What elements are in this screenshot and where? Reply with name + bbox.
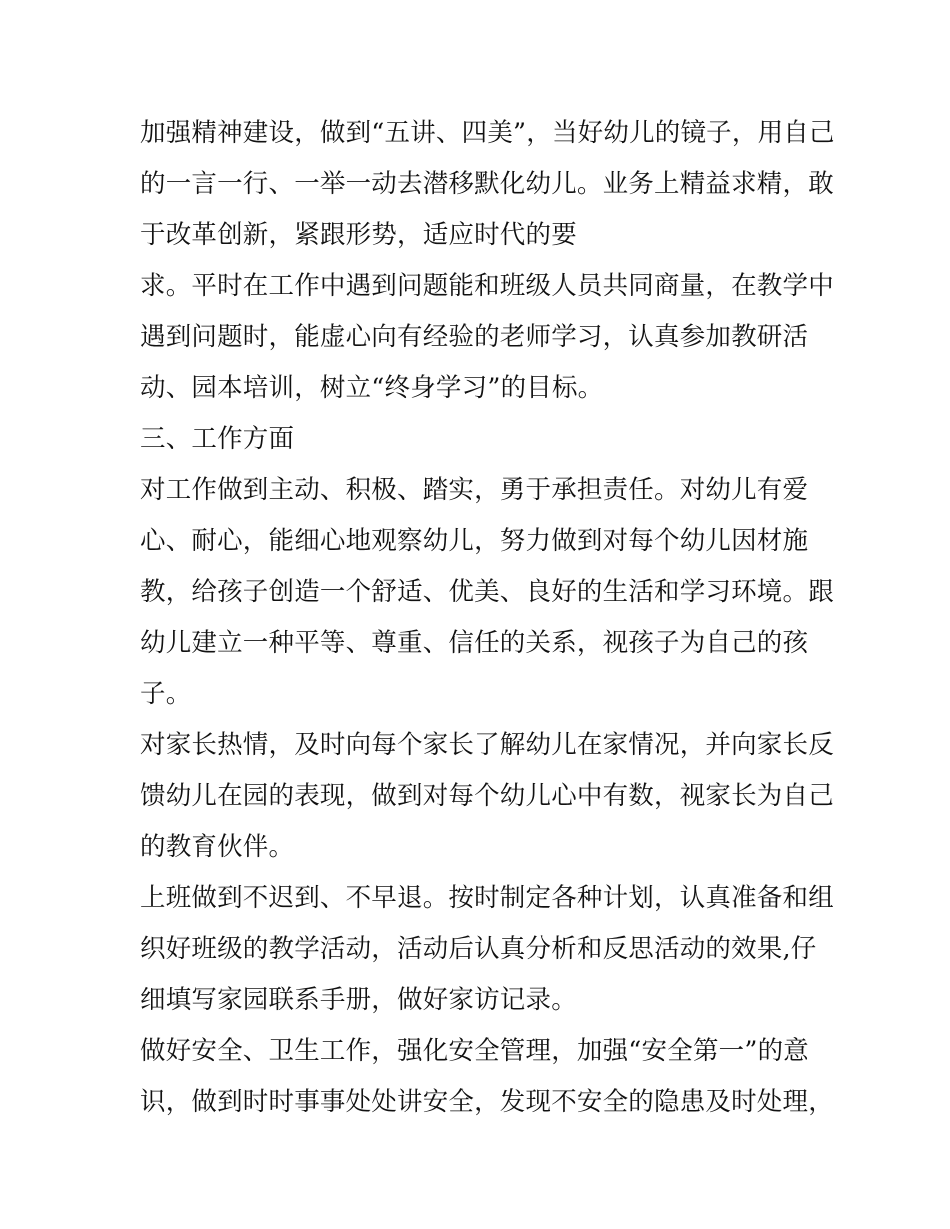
text-line: 对家长热情，及时向每个家长了解幼儿在家情况，并向家长反	[140, 730, 834, 760]
text-line: 幼儿建立一种平等、尊重、信任的关系，视孩子为自己的孩	[140, 628, 809, 658]
text-line: 子。	[140, 679, 192, 709]
section-heading: 三、工作方面	[140, 424, 295, 454]
text-line: 的教育伙伴。	[140, 832, 295, 862]
text-line: 教，给孩子创造一个舒适、优美、良好的生活和学习环境。跟	[140, 577, 834, 607]
text-line: 对工作做到主动、积极、踏实，勇于承担责任。对幼儿有爱	[140, 475, 809, 505]
text-line: 做好安全、卫生工作，强化安全管理，加强“安全第一”的意	[140, 1036, 809, 1066]
text-line: 识，做到时时事事处处讲安全，发现不安全的隐患及时处理，	[140, 1087, 834, 1117]
text-line: 馈幼儿在园的表现，做到对每个幼儿心中有数，视家长为自己	[140, 781, 834, 811]
text-line: 求。平时在工作中遇到问题能和班级人员共同商量，在教学中	[140, 271, 834, 301]
text-line: 于改革创新，紧跟形势，适应时代的要	[140, 220, 577, 250]
text-line: 织好班级的教学活动，活动后认真分析和反思活动的效果,仔	[140, 934, 817, 964]
text-line: 细填写家园联系手册，做好家访记录。	[140, 985, 577, 1015]
text-line: 上班做到不迟到、不早退。按时制定各种计划，认真准备和组	[140, 883, 834, 913]
text-line: 加强精神建设，做到“五讲、四美”，当好幼儿的镜子，用自己	[140, 118, 835, 148]
text-line: 的一言一行、一举一动去潜移默化幼儿。业务上精益求精，敢	[140, 169, 834, 199]
document-body	[140, 108, 835, 1128]
text-line: 心、耐心，能细心地观察幼儿，努力做到对每个幼儿因材施	[140, 526, 809, 556]
text-line: 遇到问题时，能虚心向有经验的老师学习，认真参加教研活	[140, 322, 809, 352]
text-line: 动、园本培训，树立“终身学习”的目标。	[140, 373, 604, 403]
